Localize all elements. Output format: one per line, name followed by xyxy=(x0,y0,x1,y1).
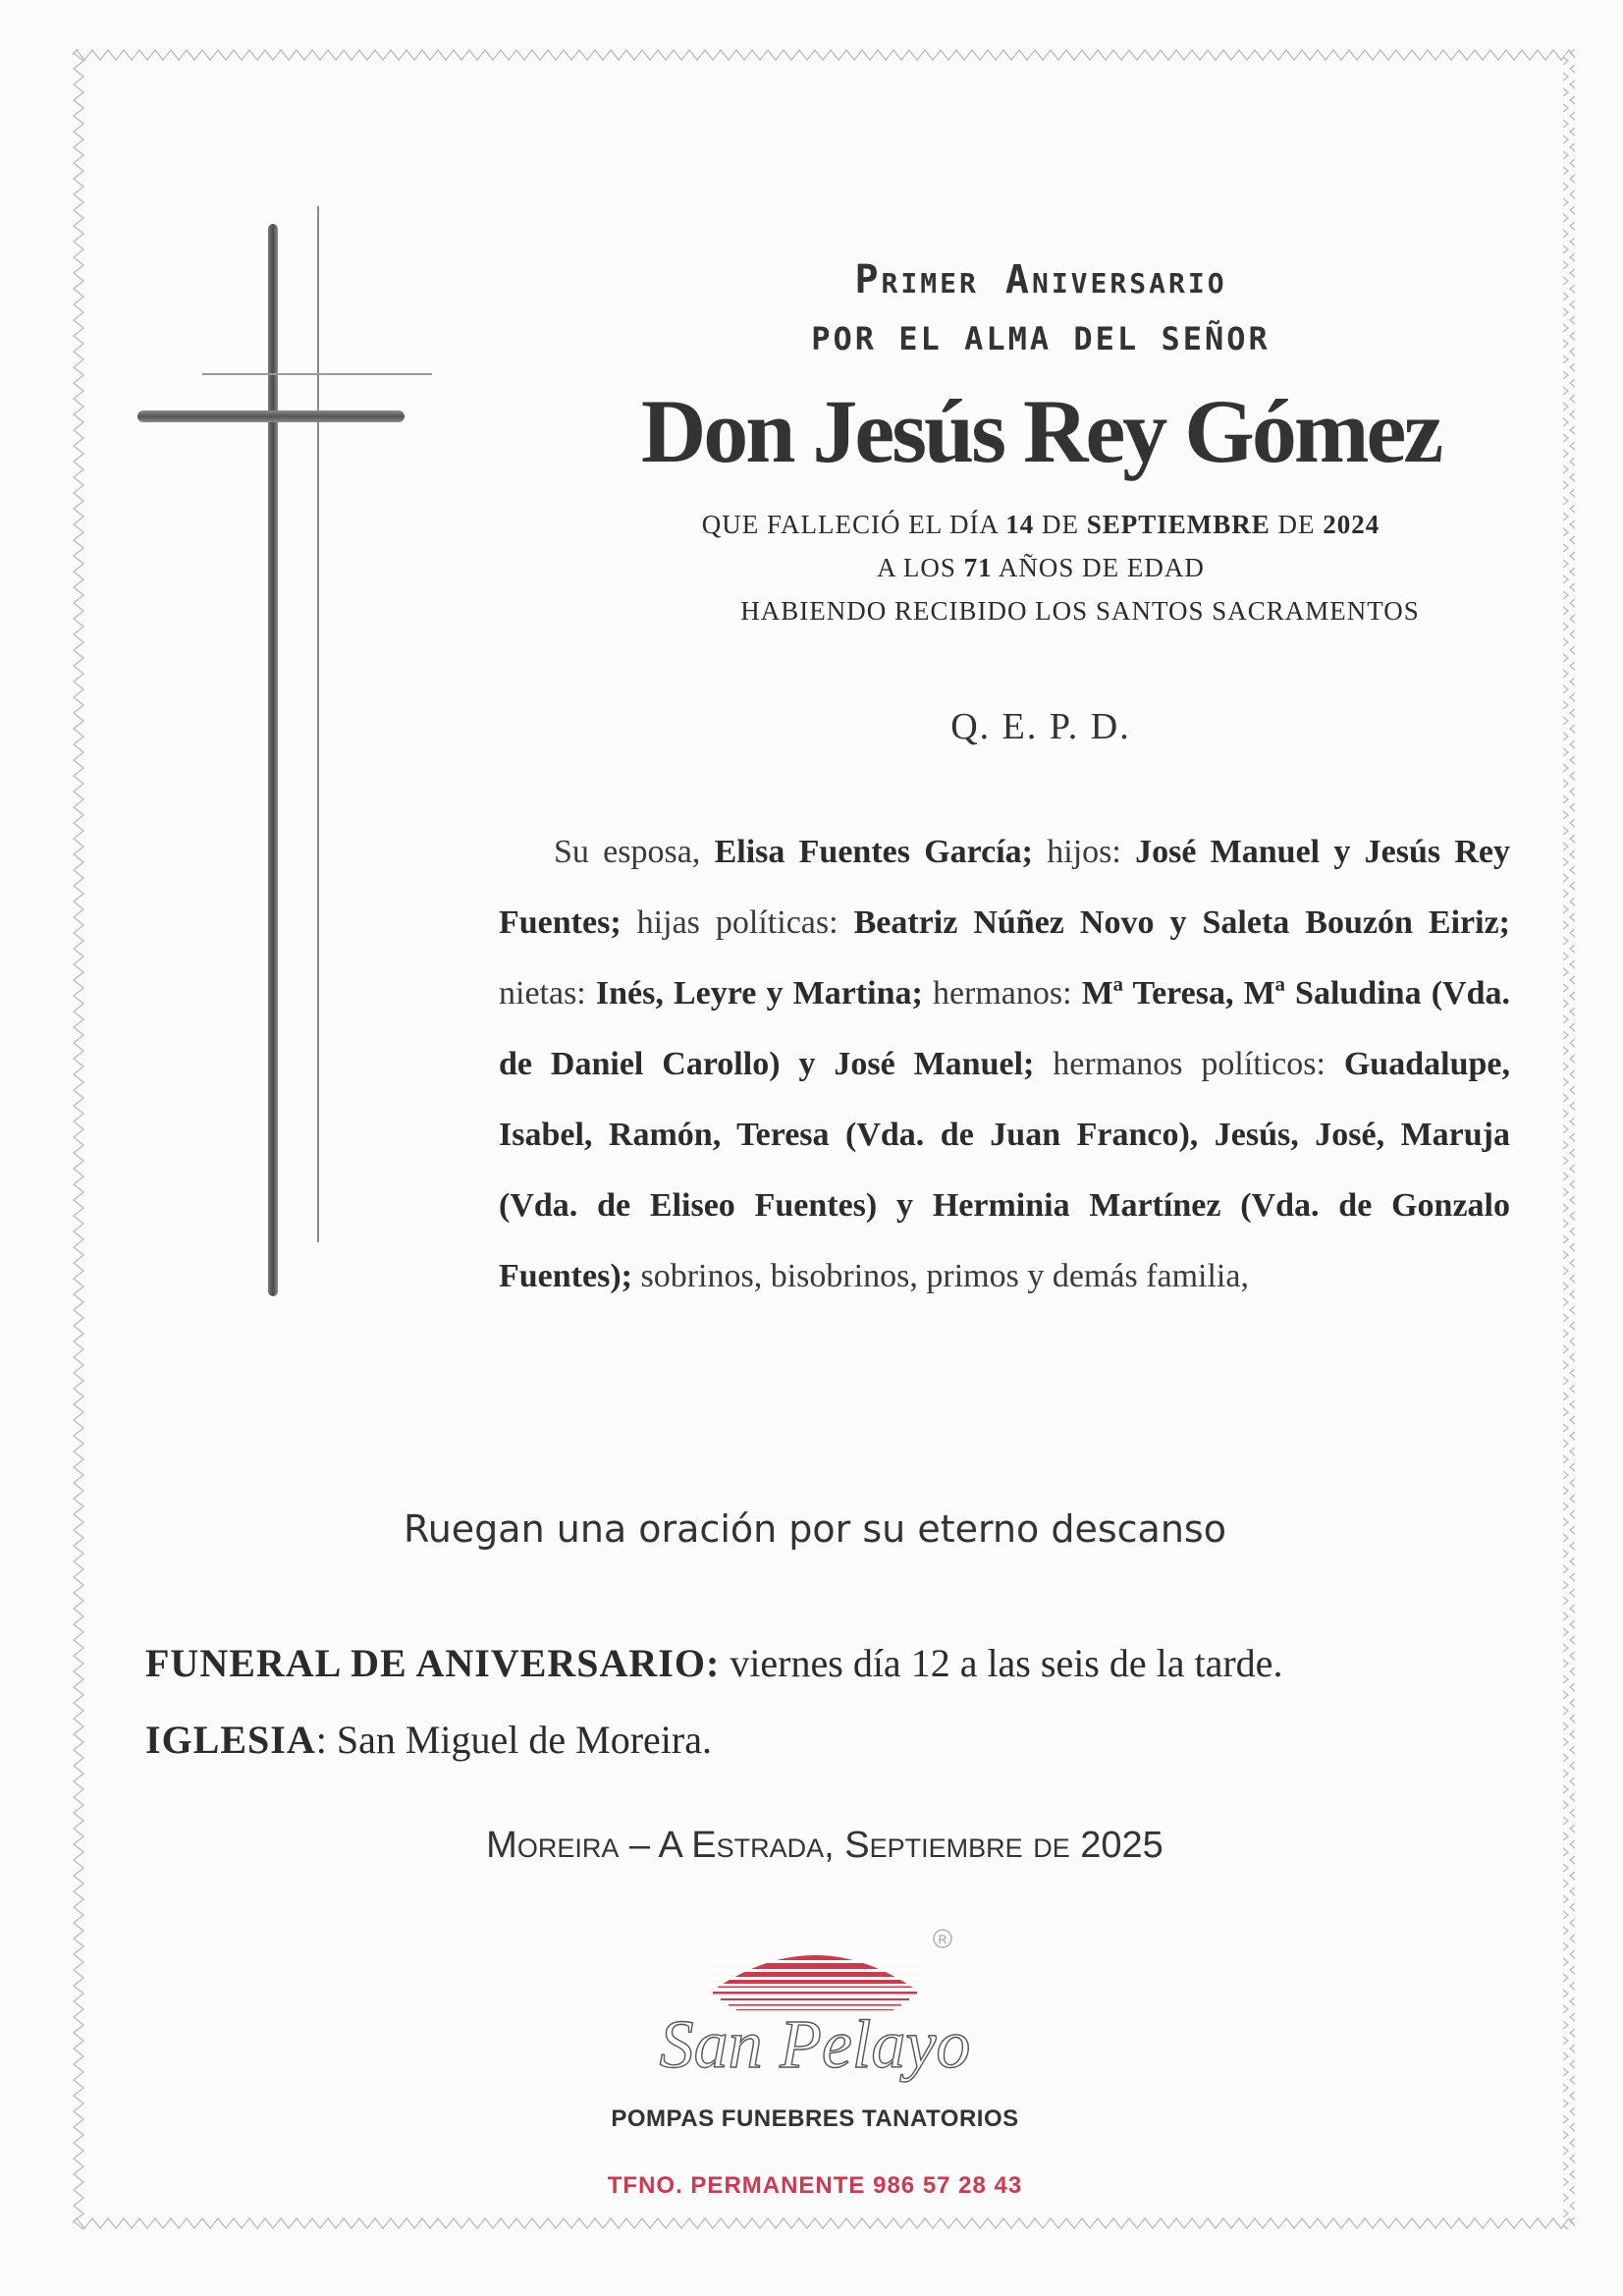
death-day: 14 xyxy=(1005,510,1035,539)
place-and-date xyxy=(236,1825,1414,1867)
funeral-line xyxy=(145,1625,1520,1702)
san-pelayo-logo xyxy=(648,1925,982,2131)
death-date-line xyxy=(550,503,1532,546)
prayer-request: Ruegan una oración por su eterno descanso xyxy=(404,1507,1226,1551)
church-text: : San Miguel de Moreira. xyxy=(315,1718,712,1762)
company-tagline: POMPAS FUNEBRES TANATORIOS xyxy=(611,2105,1019,2132)
anniversary-title: Primer Aniversario xyxy=(854,257,1227,302)
age-value: 71 xyxy=(963,553,993,582)
age-suffix: AÑOS DE EDAD xyxy=(998,553,1205,582)
death-month: SEPTIEMBRE xyxy=(1086,510,1271,539)
family-text-1: Su esposa, xyxy=(554,834,715,870)
anniversary-subtitle: POR EL ALMA DEL SEÑOR xyxy=(811,320,1271,357)
family-paragraph xyxy=(499,817,1510,1312)
family-bold-4: Inés, Leyre y Martina; xyxy=(595,975,923,1011)
death-prefix: QUE FALLECIÓ EL DÍA xyxy=(701,510,999,539)
family-bold-2: José Manuel y Jesús Rey Fuentes; xyxy=(499,834,1510,941)
family-text-7: sobrinos, bisobrinos, primos y demás familia, xyxy=(631,1258,1249,1294)
registered-mark: R xyxy=(938,1933,947,1946)
death-year: 2024 xyxy=(1323,510,1380,539)
funeral-label: FUNERAL DE ANIVERSARIO: xyxy=(145,1641,721,1685)
place-date-text: Moreira – A Estrada, Septiembre de 2025 xyxy=(486,1825,1163,1866)
church-label: IGLESIA xyxy=(145,1718,316,1762)
family-bold-3: Beatriz Núñez Novo y Saleta Bouzón Eiriz; xyxy=(853,904,1510,941)
age-line xyxy=(550,546,1532,589)
sacraments-line: HABIENDO RECIBIDO LOS SANTOS SACRAMENTOS xyxy=(740,596,1420,626)
church-line xyxy=(145,1702,1520,1778)
company-phone: TFNO. PERMANENTE 986 57 28 43 xyxy=(607,2172,1023,2199)
age-prefix: A LOS xyxy=(877,553,956,582)
family-text-3: hijas políticas: xyxy=(621,904,854,941)
qepd: Q. E. P. D. xyxy=(950,706,1131,747)
family-text-2: hijos: xyxy=(1033,834,1136,870)
logo-text: San Pelayo xyxy=(659,2007,971,2083)
death-de2: DE xyxy=(1277,510,1316,539)
family-text-4: nietas: xyxy=(499,975,596,1011)
family-text-6: hermanos políticos: xyxy=(1034,1046,1344,1082)
family-bold-5: Mª Teresa, Mª Saludina (Vda. de Daniel Carollo) y José Manuel; xyxy=(499,975,1510,1082)
cross-icon xyxy=(135,206,440,1296)
death-de: DE xyxy=(1041,510,1079,539)
funeral-info xyxy=(145,1625,1520,1778)
deceased-name: Don Jesús Rey Gómez xyxy=(640,381,1441,481)
family-bold-6: Guadalupe, Isabel, Ramón, Teresa (Vda. de Juan Franco), Jesús, José, Maruja (Vda. de Eliseo Fuentes) y Herminia Martínez (Vda. de Gonzalo Fuentes); xyxy=(499,1046,1510,1294)
family-bold-1: Elisa Fuentes García; xyxy=(714,834,1033,870)
funeral-text: viernes día 12 a las seis de la tarde. xyxy=(720,1641,1283,1685)
heading xyxy=(550,246,1532,632)
family-text-5: hermanos: xyxy=(922,975,1082,1011)
